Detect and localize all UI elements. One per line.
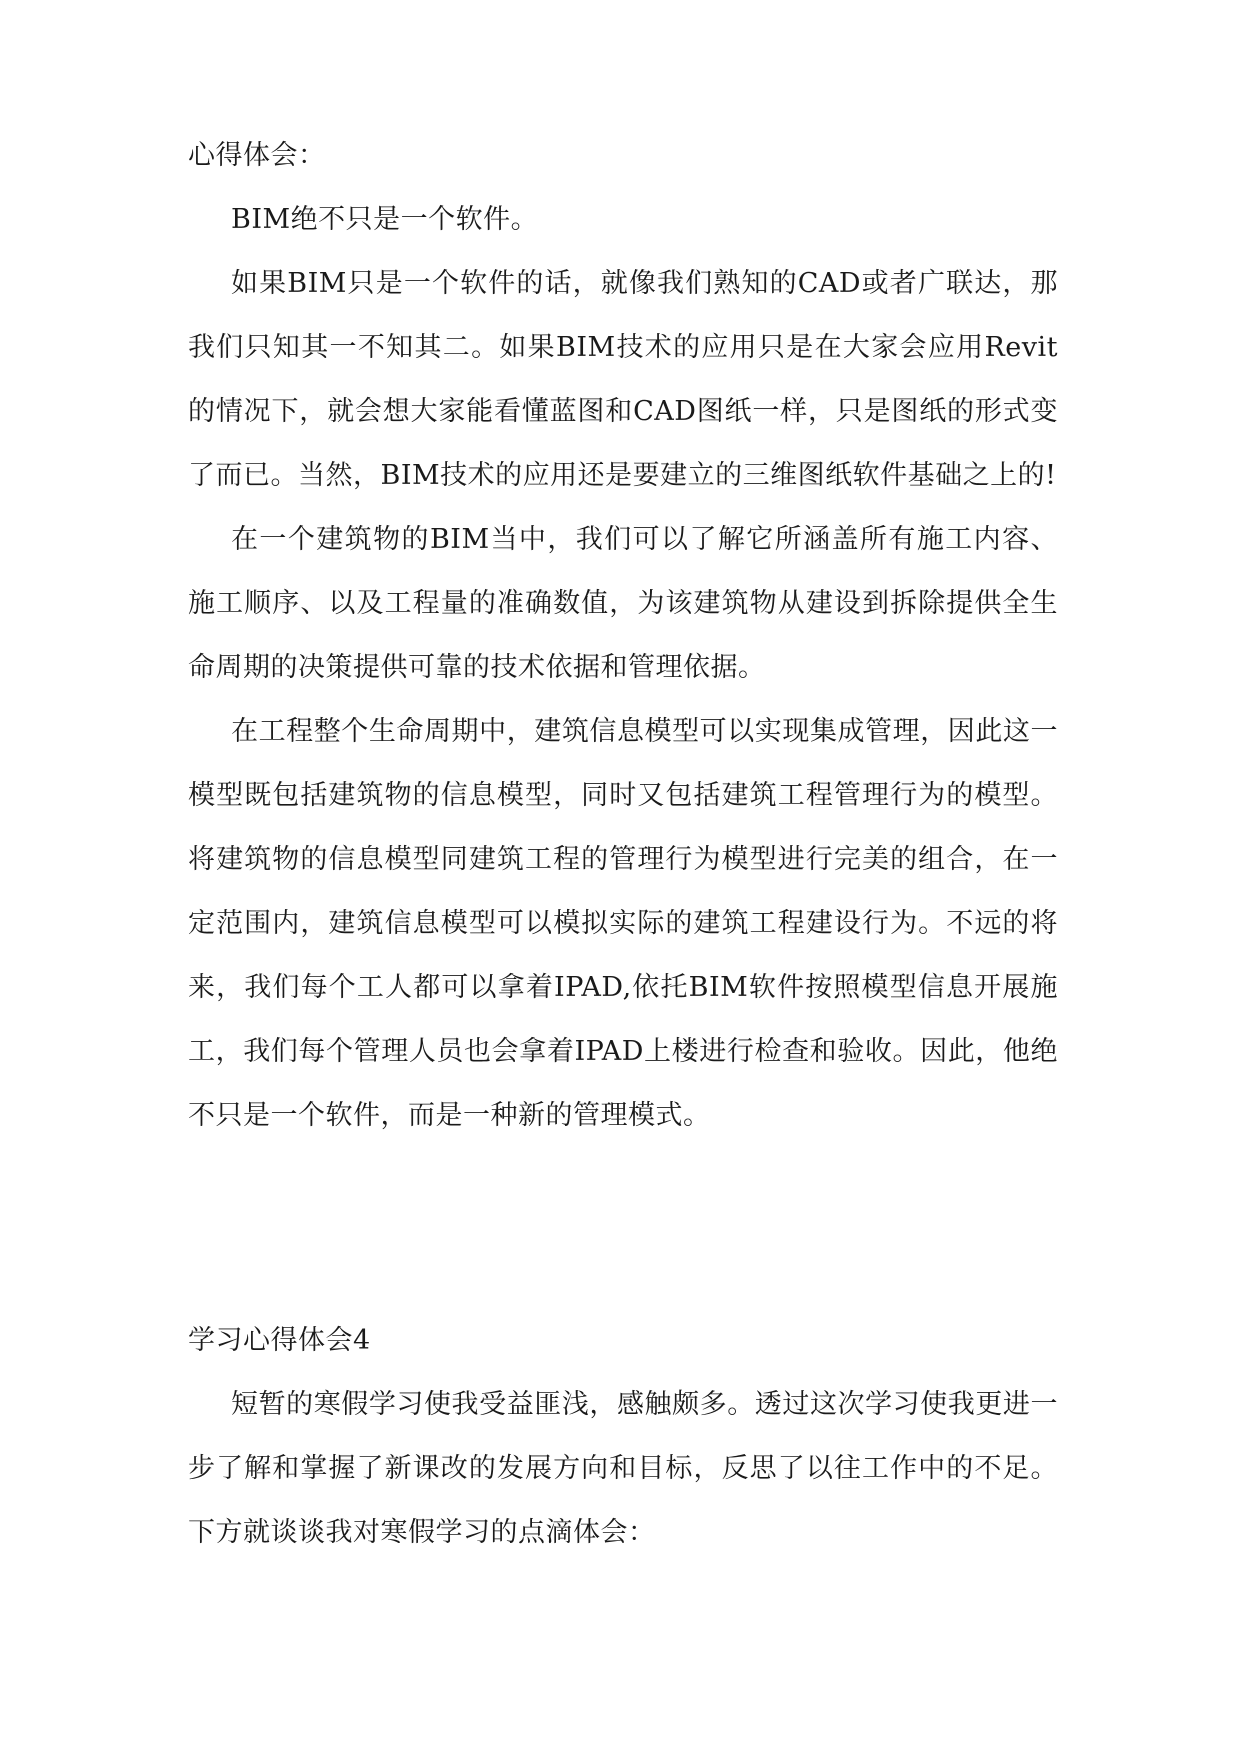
paragraph: BIM绝不只是一个软件。	[231, 204, 539, 235]
section-reflection	[188, 124, 1058, 1148]
paragraph: 在一个建筑物的BIM当中，我们可以了解它所涵盖所有施工内容、施工顺序、以及工程量的准确数值，为该建筑物从建设到拆除提供全生命周期的决策提供可靠的技术依据和管理依据。	[188, 524, 1058, 683]
section-heading: 心得体会：	[188, 140, 326, 171]
paragraph: 如果BIM只是一个软件的话，就像我们熟知的CAD或者广联达，那我们只知其一不知其二。如果BIM技术的应用只是在大家会应用Revit的情况下，就会想大家能看懂蓝图和CAD图纸一样，只是图纸的形式变了而已。当然，BIM技术的应用还是要建立的三维图纸软件基础之上的!	[188, 268, 1058, 491]
section-heading: 学习心得体会4	[188, 1325, 371, 1356]
paragraph: 短暂的寒假学习使我受益匪浅，感触颇多。透过这次学习使我更进一步了解和掌握了新课改的发展方向和目标，反思了以往工作中的不足。下方就谈谈我对寒假学习的点滴体会：	[188, 1389, 1058, 1548]
paragraph: 在工程整个生命周期中，建筑信息模型可以实现集成管理，因此这一模型既包括建筑物的信息模型，同时又包括建筑工程管理行为的模型。将建筑物的信息模型同建筑工程的管理行为模型进行完美的组合，在一定范围内，建筑信息模型可以模拟实际的建筑工程建设行为。不远的将来，我们每个工人都可以拿着IPAD,依托BIM软件按照模型信息开展施工，我们每个管理人员也会拿着IPAD上楼进行检查和验收。因此，他绝不只是一个软件，而是一种新的管理模式。	[188, 716, 1058, 1131]
section-study-reflection-4	[188, 1309, 1058, 1565]
